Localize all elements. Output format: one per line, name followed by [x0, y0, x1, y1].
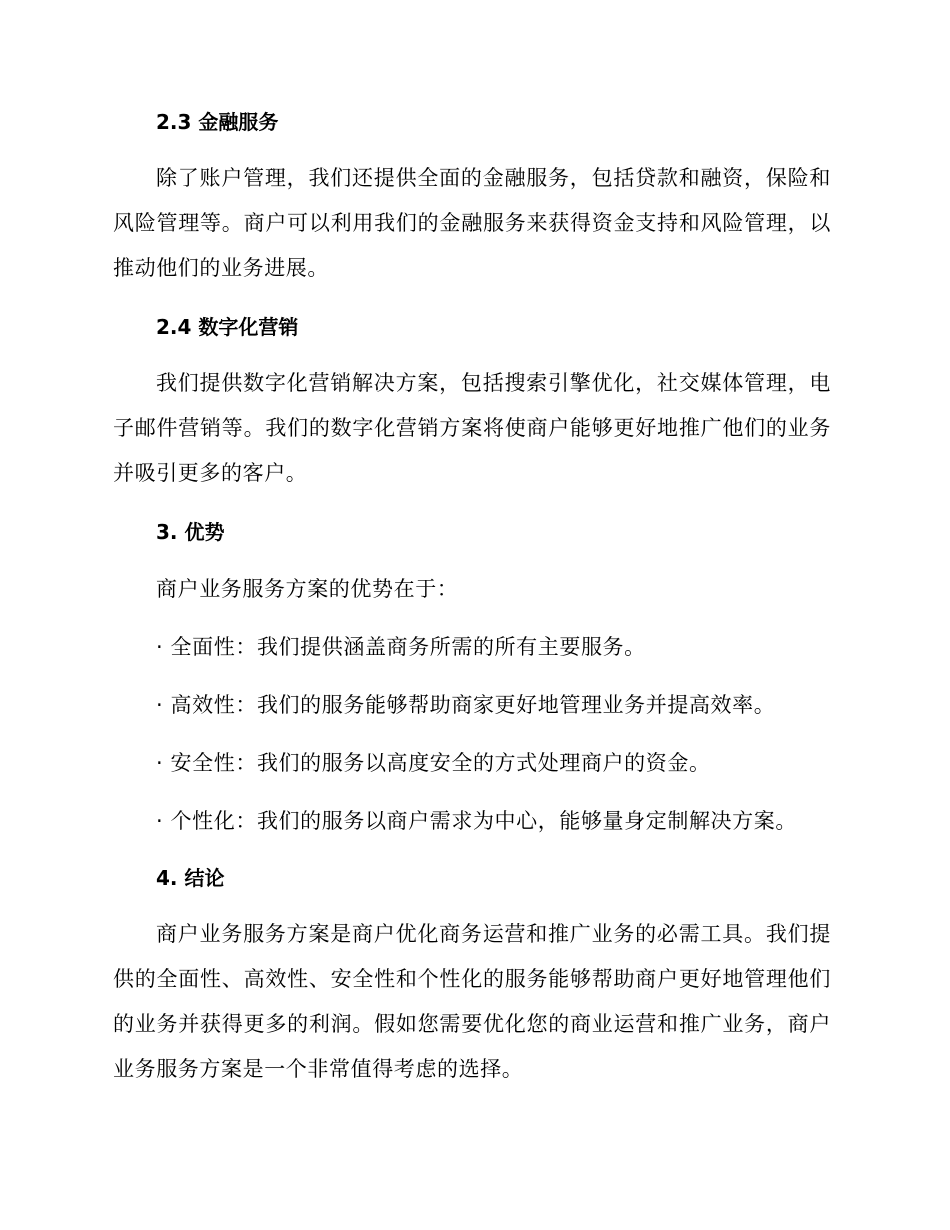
advantage-item: · 全面性：我们提供涵盖商务所需的所有主要服务。: [156, 635, 646, 659]
advantages-intro: 商户业务服务方案的优势在于：: [156, 577, 459, 601]
section-heading-financial-services: 2.3 金融服务: [156, 110, 279, 134]
advantage-item: · 高效性：我们的服务能够帮助商家更好地管理业务并提高效率。: [156, 693, 776, 717]
section-paragraph-conclusion: 商户业务服务方案是商户优化商务运营和推广业务的必需工具。我们提供的全面性、高效性、安全性和个性化的服务能够帮助商户更好地管理他们的业务并获得更多的利润。假如您需要优化您的商业运营和推广业务，商户业务服务方案是一个非常值得考虑的选择。: [113, 922, 831, 1081]
advantage-item: · 个性化：我们的服务以商户需求为中心，能够量身定制解决方案。: [156, 809, 797, 833]
section-heading-digital-marketing: 2.4 数字化营销: [156, 315, 299, 339]
advantage-item: · 安全性：我们的服务以高度安全的方式处理商户的资金。: [156, 751, 711, 775]
section-paragraph-digital-marketing: 我们提供数字化营销解决方案，包括搜索引擎优化，社交媒体管理，电子邮件营销等。我们的数字化营销方案将使商户能够更好地推广他们的业务并吸引更多的客户。: [113, 371, 831, 485]
section-paragraph-financial-services: 除了账户管理，我们还提供全面的金融服务，包括贷款和融资，保险和风险管理等。商户可以利用我们的金融服务来获得资金支持和风险管理，以推动他们的业务进展。: [113, 166, 831, 280]
section-heading-conclusion: 4. 结论: [156, 866, 225, 890]
document-page: [113, 108, 831, 1092]
section-heading-advantages: 3. 优势: [156, 520, 225, 544]
